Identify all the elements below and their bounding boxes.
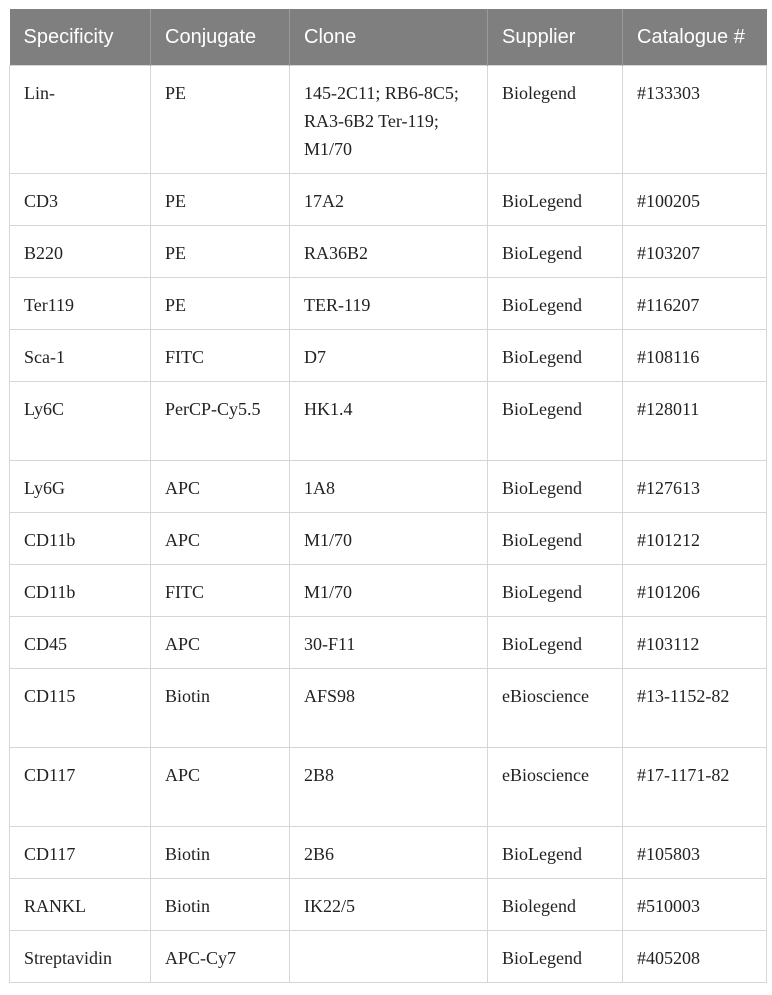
header-clone: Clone: [290, 9, 488, 65]
cell-conjugate: FITC: [151, 329, 290, 381]
cell-catalogue: #405208: [623, 930, 767, 982]
cell-specificity: Ly6G: [10, 460, 151, 512]
cell-clone: TER-119: [290, 277, 488, 329]
cell-clone: M1/70: [290, 564, 488, 616]
cell-supplier: Biolegend: [488, 65, 623, 173]
cell-supplier: BioLegend: [488, 826, 623, 878]
cell-supplier: Biolegend: [488, 878, 623, 930]
cell-clone: 2B8: [290, 747, 488, 826]
cell-conjugate: Biotin: [151, 878, 290, 930]
table-row: [10, 512, 767, 564]
cell-supplier: BioLegend: [488, 381, 623, 460]
cell-clone: IK22/5: [290, 878, 488, 930]
table-row: [10, 826, 767, 878]
header-supplier: Supplier: [488, 9, 623, 65]
table-row: [10, 381, 767, 460]
cell-specificity: Streptavidin: [10, 930, 151, 982]
cell-supplier: BioLegend: [488, 512, 623, 564]
cell-supplier: BioLegend: [488, 930, 623, 982]
cell-clone: HK1.4: [290, 381, 488, 460]
cell-supplier: BioLegend: [488, 616, 623, 668]
cell-catalogue: #103112: [623, 616, 767, 668]
table-row: [10, 65, 767, 173]
table-row: [10, 460, 767, 512]
cell-clone: 2B6: [290, 826, 488, 878]
table-row: [10, 277, 767, 329]
table-row: [10, 878, 767, 930]
cell-supplier: BioLegend: [488, 173, 623, 225]
cell-conjugate: Biotin: [151, 668, 290, 747]
cell-catalogue: #103207: [623, 225, 767, 277]
cell-catalogue: #17-1171-82: [623, 747, 767, 826]
cell-specificity: CD45: [10, 616, 151, 668]
cell-catalogue: #101206: [623, 564, 767, 616]
cell-conjugate: PerCP-Cy5.5: [151, 381, 290, 460]
cell-conjugate: APC: [151, 512, 290, 564]
table-body: [10, 65, 767, 982]
cell-clone: 30-F11: [290, 616, 488, 668]
cell-supplier: BioLegend: [488, 329, 623, 381]
table-row: [10, 329, 767, 381]
cell-specificity: CD115: [10, 668, 151, 747]
cell-specificity: Ter119: [10, 277, 151, 329]
table-row: [10, 225, 767, 277]
cell-clone: 145-2C11; RB6-8C5; RA3-6B2 Ter-119; M1/70: [290, 65, 488, 173]
cell-clone: RA36B2: [290, 225, 488, 277]
cell-supplier: BioLegend: [488, 225, 623, 277]
table-row: [10, 616, 767, 668]
cell-specificity: Lin-: [10, 65, 151, 173]
table-row: [10, 930, 767, 982]
cell-specificity: CD117: [10, 826, 151, 878]
header-specificity: Specificity: [10, 9, 151, 65]
cell-clone: D7: [290, 329, 488, 381]
cell-specificity: CD11b: [10, 512, 151, 564]
cell-conjugate: APC: [151, 460, 290, 512]
cell-supplier: eBioscience: [488, 668, 623, 747]
cell-specificity: Sca-1: [10, 329, 151, 381]
table-header: [10, 9, 767, 65]
table-row: [10, 668, 767, 747]
cell-catalogue: #133303: [623, 65, 767, 173]
cell-supplier: BioLegend: [488, 564, 623, 616]
cell-catalogue: #101212: [623, 512, 767, 564]
cell-conjugate: Biotin: [151, 826, 290, 878]
cell-catalogue: #108116: [623, 329, 767, 381]
header-row: [10, 9, 767, 65]
table-row: [10, 173, 767, 225]
cell-clone: AFS98: [290, 668, 488, 747]
cell-specificity: B220: [10, 225, 151, 277]
cell-conjugate: APC: [151, 747, 290, 826]
cell-conjugate: FITC: [151, 564, 290, 616]
cell-conjugate: PE: [151, 225, 290, 277]
cell-specificity: Ly6C: [10, 381, 151, 460]
cell-conjugate: PE: [151, 65, 290, 173]
cell-specificity: RANKL: [10, 878, 151, 930]
cell-clone: 1A8: [290, 460, 488, 512]
cell-conjugate: PE: [151, 277, 290, 329]
cell-catalogue: #128011: [623, 381, 767, 460]
cell-specificity: CD3: [10, 173, 151, 225]
cell-catalogue: #116207: [623, 277, 767, 329]
cell-supplier: BioLegend: [488, 277, 623, 329]
cell-supplier: BioLegend: [488, 460, 623, 512]
cell-catalogue: #127613: [623, 460, 767, 512]
cell-clone: [290, 930, 488, 982]
table-row: [10, 564, 767, 616]
cell-catalogue: #510003: [623, 878, 767, 930]
header-conjugate: Conjugate: [151, 9, 290, 65]
reagents-table: [9, 9, 767, 983]
cell-catalogue: #100205: [623, 173, 767, 225]
cell-catalogue: #105803: [623, 826, 767, 878]
cell-specificity: CD117: [10, 747, 151, 826]
cell-catalogue: #13-1152-82: [623, 668, 767, 747]
cell-clone: 17A2: [290, 173, 488, 225]
table-row: [10, 747, 767, 826]
cell-conjugate: PE: [151, 173, 290, 225]
cell-conjugate: APC-Cy7: [151, 930, 290, 982]
cell-specificity: CD11b: [10, 564, 151, 616]
cell-clone: M1/70: [290, 512, 488, 564]
cell-conjugate: APC: [151, 616, 290, 668]
header-catalogue: Catalogue #: [623, 9, 767, 65]
cell-supplier: eBioscience: [488, 747, 623, 826]
